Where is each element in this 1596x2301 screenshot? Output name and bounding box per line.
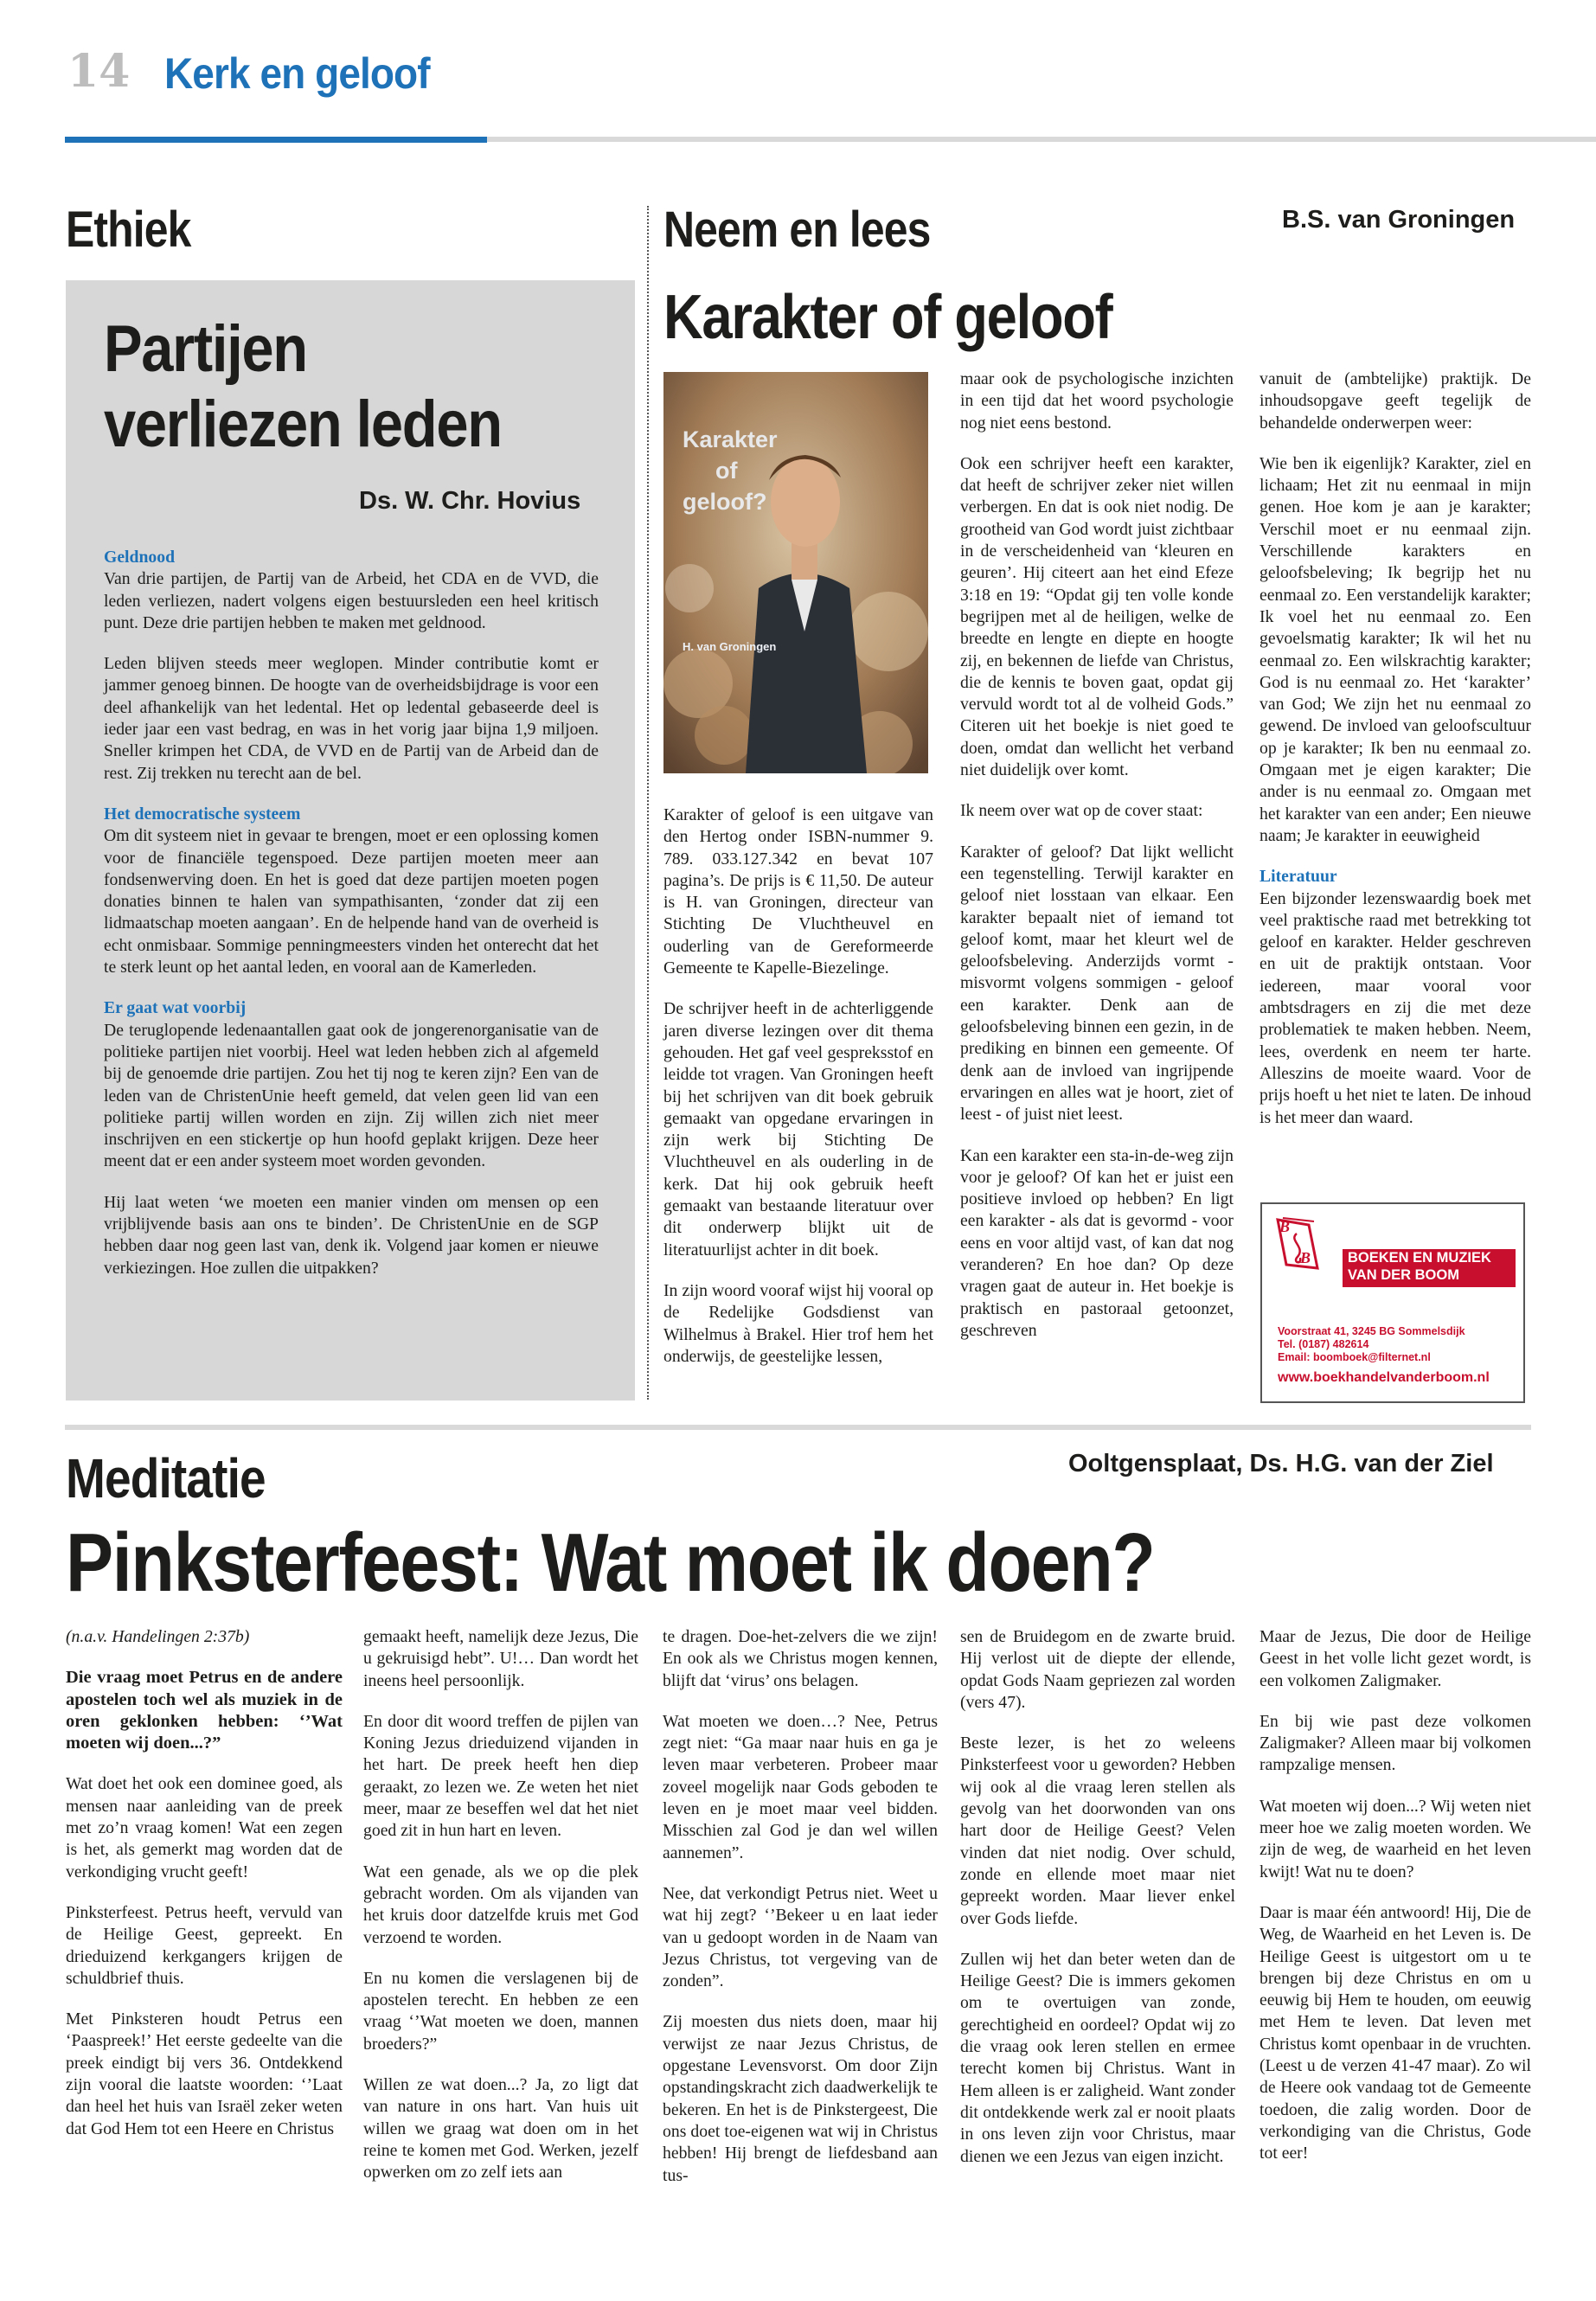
meditatie-col-5 [1259,1626,1531,2184]
meditatie-col-4 [960,1626,1235,2187]
meditatie-col3-para-1: te dragen. Doe-het-zelvers die we zijn! En ook als we Christus mogen kennen, blijft dat ‘virus’ ons belagen. [663,1627,938,1690]
meditatie-lead: Die vraag moet Petrus en de andere apostelen toch wel als muziek in de oren geklonken hebben: ‘’Wat moeten wij doen...?” [66,1668,343,1753]
neem-col1-para-1: Karakter of geloof is een uitgave van den Hertog onder ISBN-nummer 9. 789. 033.127.342 en bevat 107 pagina’s. De prijs is € 11,50. De auteur is H. van Groningen, directeur van Stichting De Vluchtheuvel en ouderling van de Gereformeerde Gemeente te Kapelle-Biezelinge. [663,805,933,978]
neem-col2-para-4: Karakter of geloof? Dat lijkt wellicht een tegenstelling. Terwijl karakter en geloof niet losstaan van elkaar. Een karakter bepaalt niet of iemand tot geloof komt, maar het kleurt wel de geloofsbeleving. Anderzijds vormt - misvormt volgens sommigen - geloof een karakter. Denk aan de geloofsbeleving binnen een gezin, in de prediking en binnen een gemeente. Of denk aan de invloed van ingrijpende ervaringen en alles wat je hoort, ziet of leest - of juist niet leest. [960,842,1234,1125]
ethiek-headline-line2: verliezen leden [104,388,502,462]
meditatie-col3-para-4: Zij moesten dus niets doen, maar hij verwijst ze naar Jezus Christus, de opgestane Levensvorst. Om door Zijn opstandingskracht zich daadwerkelijk te bekeren. En het is de Pinkstergeest, Die ons doet toe-eigenen wat wij in Christus hebben! Hij brengt de liefdesband aan tus- [663,2012,938,2185]
meditatie-col5-para-4: Daar is maar één antwoord! Hij, Die de Weg, de Waarheid en het Leven is. De Heilige Geest is uitgestort om u te brengen bij deze Christus en om u eeuwig bij Hem te houden, om eeuwig met Hem te leven. Dat leven met Christus komt openbaar in de vruchten. (Leest u de verzen 41-47 maar). Zo wil de Heere ook vandaag tot de Gemeente toedoen, die zalig worden. Door de verkondiging van die Christus, Gode tot eer! [1259,1902,1531,2163]
meditatie-kicker: Meditatie [66,1447,266,1509]
ethiek-text-4: De teruglopende ledenaantallen gaat ook de jongerenorganisatie van de politieke partijen niet voorbij. Heel wat leden hebben zich al afgemeld bij de genoemde drie partijen. Zou het tij nog te keren zijn? Een van de leden van de ChristenUnie heeft gemeld, dat velen geen lid van een politieke partij willen worden en zijn. Zij willen zich niet meer inschrijven en een stickertje op hun hoofd geplakt krijgen. Deze heer meent dat er een ander systeem moet worden gevonden. [104,1020,599,1171]
ethiek-text-1: Van drie partijen, de Partij van de Arbeid, het CDA en de VVD, die leden verliezen, nadert volgens eigen bestuursleden een heel kritisch punt. Deze drie partijen hebben te maken met geldnood. [104,569,599,632]
meditatie-col-3 [663,1626,938,2206]
meditatie-col-1 [66,1626,343,2159]
meditatie-col3-para-3: Nee, dat verkondigt Petrus niet. Weet u wat hij zegt? ‘’Bekeer u en laat ieder van u gedoopt worden in de Naam van Jezus Christus, tot vergeving van de zonden”. [663,1883,938,1991]
meditatie-col1-para-2: Pinksterfeest. Petrus heeft, vervuld van de Heilige Geest, gepreekt. En drieduizend kerkgangers krijgen de schuldbrief thuis. [66,1902,343,1988]
neem-literatuur-text: Een bijzonder lezenswaardig boek met veel praktische raad met betrekking tot geloof en karakter. Helder geschreven en uit de praktijk ontstaan. Voor iedereen, maar vooral voor ambtsdragers en zij die met deze problematiek te maken hebben. Neem, lees, overdenk en neem ter harte. Alleszins de moeite waard. Voor de prijs hoeft u het niet te laten. De inhoud is het meer dan waard. [1259,888,1531,1127]
meditatie-col-2 [363,1626,638,2203]
meditatie-col4-para-1: sen de Bruidegom en de zwarte bruid. Hij verlost uit de diepte der ellende, opdat Gods Naam gepriezen zal worden (vers 47). [960,1627,1235,1712]
meditatie-col4-para-2: Beste lezer, is het zo weleens Pinksterfeest voor u geworden? Hebben wij ook al die vraag leren stellen als gevolg van het doorwonden van ons hart door de Heilige Geest? Velen vinden dat niet nodig. Over schuld, zonde en ellende moet maar niet gepreekt worden. Maar liever enkel over Gods liefde. [960,1734,1235,1928]
ad-email[interactable]: Email: boomboek@filternet.nl [1278,1351,1431,1363]
meditatie-col2-para-3: Wat een genade, als we op die plek gebracht worden. Om als vijanden van het kruis door datzelfde kruis met God verzoend te worden. [363,1862,638,1947]
ethiek-subhead-voorbij: Er gaat wat voorbij [104,998,247,1018]
meditatie-col2-para-4: En nu komen die verslagenen bij de apostelen terecht. En hebben ze een vraag ‘’Wat moeten we doen, mannen broeders?” [363,1968,638,2054]
bookshop-advert[interactable] [1260,1202,1525,1403]
neem-col2-para-3: Ik neem over wat op de cover staat: [960,801,1203,821]
neem-col1-para-2: De schrijver heeft in de achterliggende jaren diverse lezingen over dit thema gehouden. Het gaf veel gespreksstof en leidde tot vragen. Van Groningen heeft bij het schrijven van dit boek gebruik gemaakt van opgedane ervaringen in zijn werk bij Stichting De Vluchtheuvel en als ouderling in de kerk. Dat hij ook gebruik heeft gemaakt van bestaande literatuur over dit onderwerp blijkt uit de literatuurlijst achter in dit boek. [663,999,933,1259]
ad-contact [1278,1325,1465,1364]
neem-kicker: Neem en lees [663,202,931,258]
neem-col3-para-1: vanuit de (ambtelijke) praktijk. De inhoudsopgave geeft tegelijk de behandelde onderwerpen weer: [1259,369,1531,433]
neem-col3-para-2: Wie ben ik eigenlijk? Karakter, ziel en lichaam; Het zit nu eenmaal in mijn genen. Hoe kom je aan je karakter; Verschil moet er nu eenmaal zijn. Verschillende karakters en geloofsbeleving; Ik begrijp het nu eenmaal zo. Een verstandelijk karakter; Ik voel het nu eenmaal zo. Een gevoelsmatig karakter; Ik wil het nu eenmaal zo. Een wilskrachtig karakter; God is nu eenmaal zo. Het ‘karakter’ van God; We zijn het nu eenmaal zo gewend. De invloed van geloofscultuur op je karakter; Ik ben nu eenmaal zo. Omgaan met je eigen karakter; Die ander is nu eenmaal zo. Omgaan met het karakter van een ander; Een nieuwe naam; Je karakter in eeuwigheid [1259,453,1531,845]
section-title: Kerk en geloof [164,49,430,98]
meditatie-col2-para-1: gemaakt heeft, namelijk deze Jezus, Die u gekruisigd hebt”. U!… Dan wordt het ineens heel persoonlijk. [363,1627,638,1690]
meditatie-headline: Pinksterfeest: Wat moet ik doen? [66,1516,1155,1609]
page-number: 14 [67,45,131,98]
neem-col-1 [663,804,933,1387]
ethiek-headline-line1: Partijen [104,312,307,386]
meditatie-col5-para-2: En bij wie past deze volkomen Zaligmaker? Alleen maar bij volkomen rampzalige mensen. [1259,1711,1531,1775]
section-divider [65,1425,1531,1430]
meditatie-col2-para-2: En door dit woord treffen de pijlen van Koning Jezus drieduizend vijanden in het hart. De preek heeft hen diep geraakt, zo lezen we. Ze weten het niet meer, maar ze beseffen wel dat het niet goed zit in hun hart en leven. [363,1711,638,1841]
ad-shop-name-line2: VAN DER BOOM [1348,1267,1459,1283]
neem-headline: Karakter of geloof [663,283,1112,352]
meditatie-col1-para-3: Met Pinksteren houdt Petrus een ‘Paaspreek!’ Het eerste gedeelte van die preek eindigt bij vers 36. Ontdekkend zijn vooral die laatste woorden: ‘’Laat dan heel het huis van Israël zeker weten dat God Hem tot een Heere en Christus [66,2009,343,2138]
ad-shop-name [1343,1249,1516,1287]
neem-col-2 [960,369,1234,1361]
book-cover-image [663,372,928,773]
meditatie-reference: (n.a.v. Handelingen 2:37b) [66,1627,250,1646]
column-divider [647,206,649,1400]
neem-subhead-literatuur: Literatuur [1259,867,1337,887]
neem-byline: B.S. van Groningen [1282,206,1516,234]
ethiek-headline [104,311,502,463]
ethiek-para-2: Leden blijven steeds meer weglopen. Minder contributie komt er jammer genoeg binnen. De hoogte van de overheidsbijdrage is voor een deel afhankelijk van het ledental. Het op ledental gebaseerde deel is ieder jaar een vast bedrag, en was in het vorig jaar bijna 1,9 miljoen. Sneller krimpen het CDA, de VVD en de Partij van de Arbeid dan de rest. Zij trekken nu terecht aan de bel. [104,654,599,783]
ethiek-para-4 [104,997,599,1172]
ethiek-text-3: Om dit systeem niet in gevaar te brengen, moet er een oplossing komen voor de financiële tegenspoed. Deze partijen moeten meer aan fondsenwerving doen. En het is goed dat deze partijen moeten pogen donaties binnen te halen van sympathisanten, ‘zonder dat zij een lidmaatschap moeten aangaan’. En de helpende hand van de overheid is echt onmisbaar. Sommige penningmeesters vinden het onterecht dat het te sterk leunt op het aantal leden, en vooral aan de Kamerleden. [104,826,599,977]
neem-col3-para-3 [1259,866,1531,1129]
meditatie-col3-para-2: Wat moeten we doen…? Nee, Petrus zegt niet: “Ga maar naar huis en ga je leven maar verbeteren. Probeer maar zoveel mogelijk naar Gods geboden te leven en je moet maar veel bidden. Misschien zal God je dan wel willen aannemen”. [663,1711,938,1862]
cover-title-line3: geloof? [683,489,767,515]
ad-phone: Tel. (0187) 482614 [1278,1338,1369,1350]
neem-col2-para-1: maar ook de psychologische inzichten in een tijd dat het woord psychologie nog niet eens bestond. [960,369,1234,433]
ethiek-body [104,547,599,1298]
ethiek-para-3 [104,804,599,978]
cover-author: H. van Groningen [683,640,777,653]
ad-address: Voorstraat 41, 3245 BG Sommelsdijk [1278,1325,1465,1337]
ad-shop-name-line1: BOEKEN EN MUZIEK [1348,1250,1491,1266]
ethiek-byline: Ds. W. Chr. Hovius [359,487,581,515]
meditatie-col1-para-1: Wat doet het ook een dominee goed, als mensen naar aanleiding van de preek met zo’n vraag komen! Wat een zegen is het, als gemerkt mag worden dat de verkondiging vrucht geeft! [66,1774,343,1881]
cover-title-line2: of [715,458,738,484]
cover-title [683,424,778,517]
neem-col-3 [1259,369,1531,1148]
neem-col2-para-2: Ook een schrijver heeft een karakter, dat heeft de schrijver zeker niet willen verbergen. En dat is ook niet nodig. De grootheid van God wordt juist zichtbaar in de verscheidenheid van ‘kleuren en geuren’. Hij citeert aan het eind Efeze 3:18 en 19: “Opdat gij ten volle konde begrijpen met al de heiligen, welke de breedte en lengte en diepte en hoogte zij, en bekennen de liefde van Christus, die de kennis te boven gaat, opdat gij vervuld wordt tot al de volheid Gods.” Citeren uit het boekje is niet goed te doen, omdat dan wellicht het verband niet duidelijk over komt. [960,453,1234,780]
ethiek-para-5: Hij laat weten ‘we moeten een manier vinden om mensen op een vrijblijvende basis aan ons te binden’. De ChristenUnie en de SGP hebben daar nog geen last van, denk ik. Volgend jaar komen er nieuwe verkiezingen. Hoe zullen die uitpakken? [104,1192,599,1278]
cover-title-line1: Karakter [683,426,778,452]
ethiek-kicker: Ethiek [66,202,191,258]
meditatie-col5-para-1: Maar de Jezus, Die door de Heilige Geest in het volle licht gezet wordt, is een volkomen Zaligmaker. [1259,1627,1531,1690]
meditatie-col2-para-5: Willen ze wat doen...? Ja, zo ligt dat van nature in ons hart. Van huis uit willen we graag wat doen om in het reine te komen met God. Werken, jezelf opwerken om zo zelf iets aan [363,2075,638,2182]
neem-col2-para-5: Kan een karakter een sta-in-de-weg zijn voor je geloof? Of kan het er juist een positieve invloed op hebben? En ligt een karakter - als dat is gevormd - voor eens en voor altijd vast, of kan dat nog veranderen? En hoe dan? Op deze vragen gaat de auteur in. Het boekje is praktisch en pastoraal getoonzet, geschreven [960,1145,1234,1340]
logo-letter-1: B [1279,1218,1291,1235]
meditatie-col4-para-3: Zullen wij het dan beter weten dan de Heilige Geest? Die is immers gekomen om te overtuigen van zonde, gerechtigheid en oordeel? Opdat wij zo die vraag ook leren stellen en ermee terecht komen bij Christus. Want in Hem alleen is er zaligheid. Want zonder dit ontdekkende werk zal er nooit plaats in ons leven zijn voor Christus, maar dienen we een Jezus van eigen inzicht. [960,1949,1235,2166]
ethiek-para-1 [104,547,599,634]
header-accent-rule [65,137,487,143]
meditatie-col5-para-3: Wat moeten wij doen...? Wij weten niet meer hoe we zalig moeten worden. We zijn de weg, de waarheid en het leven kwijt! Wat nu te doen? [1259,1796,1531,1881]
ad-website-link[interactable]: www.boekhandelvanderboom.nl [1278,1370,1490,1385]
meditatie-byline: Ooltgensplaat, Ds. H.G. van der Ziel [1068,1450,1494,1477]
neem-col1-para-3: In zijn woord vooraf wijst hij vooral op de Redelijke Godsdienst van Wilhelmus à Brakel. Hier trof hem het onderwijs, de geestelijke lessen, [663,1280,933,1366]
logo-letter-2: B [1300,1249,1311,1266]
ethiek-subhead-systeem: Het democratische systeem [104,804,301,824]
ethiek-subhead-geldnood: Geldnood [104,548,176,567]
